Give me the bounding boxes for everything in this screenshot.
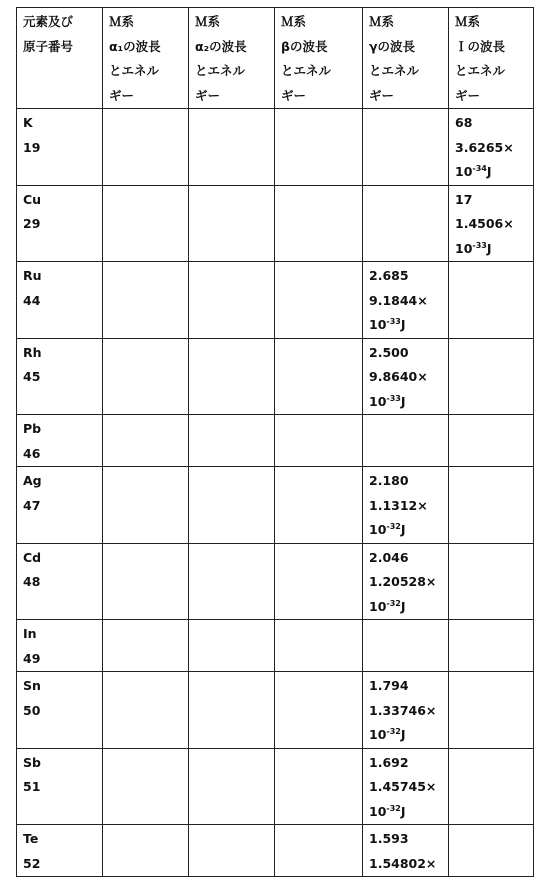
cell-line: Cd xyxy=(23,549,42,565)
empty-cell xyxy=(275,109,363,186)
energy-power-line xyxy=(369,595,442,620)
power-base: 10 xyxy=(369,317,387,332)
empty-cell xyxy=(103,543,189,620)
header-line: α₂の波長 xyxy=(195,38,247,54)
gamma-cell xyxy=(363,338,449,415)
cell-line: 45 xyxy=(23,369,41,384)
header-line: Ｍ系 xyxy=(195,14,221,29)
power-base: 10 xyxy=(369,727,387,742)
empty-cell xyxy=(189,415,275,467)
cell-line: 50 xyxy=(23,702,41,718)
empty-cell xyxy=(189,825,275,877)
header-line: とエネル xyxy=(455,63,506,78)
cell-line: 29 xyxy=(23,216,41,231)
empty-cell xyxy=(103,467,189,544)
gamma-cell xyxy=(363,262,449,339)
cell-line: 9.1844× xyxy=(369,292,428,308)
i-cell xyxy=(449,825,534,877)
header-line: Ｍ系 xyxy=(369,14,395,29)
energy-power-line xyxy=(369,723,442,748)
header-line: ギー xyxy=(369,87,395,103)
cell-line: 1.54802× xyxy=(369,855,437,871)
i-cell xyxy=(449,672,534,749)
i-cell xyxy=(449,543,534,620)
empty-cell xyxy=(275,415,363,467)
empty-cell xyxy=(103,338,189,415)
m-series-spectrum-table xyxy=(16,7,534,877)
cell-line: Te xyxy=(23,831,39,846)
header-line: とエネル xyxy=(195,63,246,78)
gamma-cell xyxy=(363,109,449,186)
i-cell xyxy=(449,185,534,262)
gamma-cell xyxy=(363,185,449,262)
table-row xyxy=(17,672,534,749)
i-cell xyxy=(449,467,534,544)
empty-cell xyxy=(189,185,275,262)
empty-cell xyxy=(103,185,189,262)
cell-line: 52 xyxy=(23,855,41,871)
cell-line: 2.046 xyxy=(369,549,409,565)
table-header-row xyxy=(17,8,534,109)
table-row xyxy=(17,109,534,186)
energy-power-line xyxy=(369,518,442,543)
table-row xyxy=(17,262,534,339)
header-line: 原子番号 xyxy=(23,38,74,54)
cell-line: 51 xyxy=(23,779,41,794)
empty-cell xyxy=(275,185,363,262)
power-base: 10 xyxy=(369,598,387,614)
header-line: ギー xyxy=(195,87,221,103)
power-base: 10 xyxy=(369,393,387,409)
table-row xyxy=(17,467,534,544)
cell-line: Rh xyxy=(23,344,42,360)
cell-line: 9.8640× xyxy=(369,369,428,384)
empty-cell xyxy=(103,415,189,467)
table-row xyxy=(17,825,534,877)
gamma-cell xyxy=(363,825,449,877)
header-gamma xyxy=(363,8,449,109)
header-line: とエネル xyxy=(109,63,160,78)
energy-power-line xyxy=(455,237,527,262)
element-cell xyxy=(17,748,103,825)
header-line: ギー xyxy=(455,87,481,103)
header-i xyxy=(449,8,534,109)
energy-unit: J xyxy=(400,598,406,614)
cell-line: Sb xyxy=(23,754,41,770)
cell-line: Ru xyxy=(23,268,42,283)
element-cell xyxy=(17,620,103,672)
empty-cell xyxy=(275,672,363,749)
energy-unit: J xyxy=(486,240,492,256)
cell-line: 44 xyxy=(23,292,41,308)
element-cell xyxy=(17,672,103,749)
cell-line: 49 xyxy=(23,650,41,666)
element-cell xyxy=(17,262,103,339)
empty-cell xyxy=(103,109,189,186)
header-line: βの波長 xyxy=(281,38,328,54)
cell-line: 1.593 xyxy=(369,831,409,846)
empty-cell xyxy=(189,262,275,339)
energy-power-line xyxy=(369,800,442,825)
empty-cell xyxy=(275,467,363,544)
table-row xyxy=(17,748,534,825)
energy-power-line xyxy=(455,160,527,185)
empty-cell xyxy=(189,748,275,825)
power-base: 10 xyxy=(369,522,387,537)
empty-cell xyxy=(189,620,275,672)
cell-line: 47 xyxy=(23,497,41,513)
cell-line: In xyxy=(23,626,37,641)
i-cell xyxy=(449,262,534,339)
power-exponent: -33 xyxy=(472,240,487,250)
header-line: とエネル xyxy=(369,63,420,78)
empty-cell xyxy=(189,467,275,544)
element-cell xyxy=(17,543,103,620)
cell-line: 19 xyxy=(23,139,41,155)
empty-cell xyxy=(103,825,189,877)
cell-line: 2.685 xyxy=(369,268,409,283)
header-alpha2 xyxy=(189,8,275,109)
header-line: Ｍ系 xyxy=(281,14,307,29)
energy-unit: J xyxy=(400,727,406,742)
gamma-cell xyxy=(363,543,449,620)
header-alpha1 xyxy=(103,8,189,109)
cell-line: 1.1312× xyxy=(369,497,428,513)
i-cell xyxy=(449,338,534,415)
table-row xyxy=(17,543,534,620)
empty-cell xyxy=(103,620,189,672)
empty-cell xyxy=(189,543,275,620)
power-exponent: -32 xyxy=(386,598,401,608)
empty-cell xyxy=(275,338,363,415)
cell-line: 46 xyxy=(23,445,41,461)
cell-line: 1.45745× xyxy=(369,779,437,794)
power-exponent: -32 xyxy=(386,522,401,531)
energy-power-line xyxy=(369,390,442,415)
cell-line: K xyxy=(23,115,33,130)
gamma-cell xyxy=(363,467,449,544)
header-line: ギー xyxy=(109,87,135,103)
cell-line: 1.794 xyxy=(369,678,409,693)
header-line: Ｉの波長 xyxy=(455,38,506,54)
cell-line: 1.4506× xyxy=(455,216,514,231)
empty-cell xyxy=(275,825,363,877)
table-row xyxy=(17,338,534,415)
empty-cell xyxy=(275,262,363,339)
element-cell xyxy=(17,825,103,877)
element-cell xyxy=(17,185,103,262)
i-cell xyxy=(449,415,534,467)
gamma-cell xyxy=(363,672,449,749)
empty-cell xyxy=(189,109,275,186)
cell-line: 48 xyxy=(23,574,41,589)
gamma-cell xyxy=(363,415,449,467)
gamma-cell xyxy=(363,620,449,672)
element-cell xyxy=(17,109,103,186)
energy-unit: J xyxy=(400,317,406,332)
energy-power-line xyxy=(369,313,442,338)
table-body xyxy=(17,109,534,877)
power-base: 10 xyxy=(455,240,473,256)
element-cell xyxy=(17,415,103,467)
header-line: Ｍ系 xyxy=(109,14,135,29)
energy-unit: J xyxy=(486,164,492,179)
cell-line: 68 xyxy=(455,115,473,130)
element-cell xyxy=(17,338,103,415)
power-exponent: -33 xyxy=(386,393,401,403)
energy-unit: J xyxy=(400,393,406,409)
empty-cell xyxy=(103,748,189,825)
table-row xyxy=(17,415,534,467)
gamma-cell xyxy=(363,748,449,825)
power-base: 10 xyxy=(455,164,473,179)
header-line: γの波長 xyxy=(369,38,416,54)
empty-cell xyxy=(189,338,275,415)
energy-unit: J xyxy=(400,522,406,537)
cell-line: Pb xyxy=(23,421,42,436)
header-beta xyxy=(275,8,363,109)
cell-line: 1.20528× xyxy=(369,574,437,589)
power-exponent: -32 xyxy=(386,803,401,813)
cell-line: 1.692 xyxy=(369,754,409,770)
power-base: 10 xyxy=(369,803,387,819)
header-line: Ｍ系 xyxy=(455,14,481,29)
header-line: 元素及び xyxy=(23,14,74,29)
cell-line: Ag xyxy=(23,473,42,488)
empty-cell xyxy=(103,672,189,749)
i-cell xyxy=(449,620,534,672)
cell-line: Cu xyxy=(23,191,42,207)
power-exponent: -32 xyxy=(386,727,401,736)
table-row xyxy=(17,620,534,672)
header-element-number xyxy=(17,8,103,109)
header-line: とエネル xyxy=(281,63,332,78)
power-exponent: -34 xyxy=(472,164,487,173)
empty-cell xyxy=(275,620,363,672)
table-row xyxy=(17,185,534,262)
empty-cell xyxy=(275,543,363,620)
empty-cell xyxy=(275,748,363,825)
cell-line: 2.180 xyxy=(369,473,409,488)
power-exponent: -33 xyxy=(386,317,401,326)
cell-line: 3.6265× xyxy=(455,139,514,155)
cell-line: 1.33746× xyxy=(369,702,437,718)
cell-line: 2.500 xyxy=(369,344,409,360)
empty-cell xyxy=(189,672,275,749)
i-cell xyxy=(449,748,534,825)
header-line: α₁の波長 xyxy=(109,38,161,54)
header-line: ギー xyxy=(281,87,307,103)
energy-unit: J xyxy=(400,803,406,819)
cell-line: 17 xyxy=(455,191,473,207)
i-cell xyxy=(449,109,534,186)
element-cell xyxy=(17,467,103,544)
cell-line: Sn xyxy=(23,678,41,693)
empty-cell xyxy=(103,262,189,339)
